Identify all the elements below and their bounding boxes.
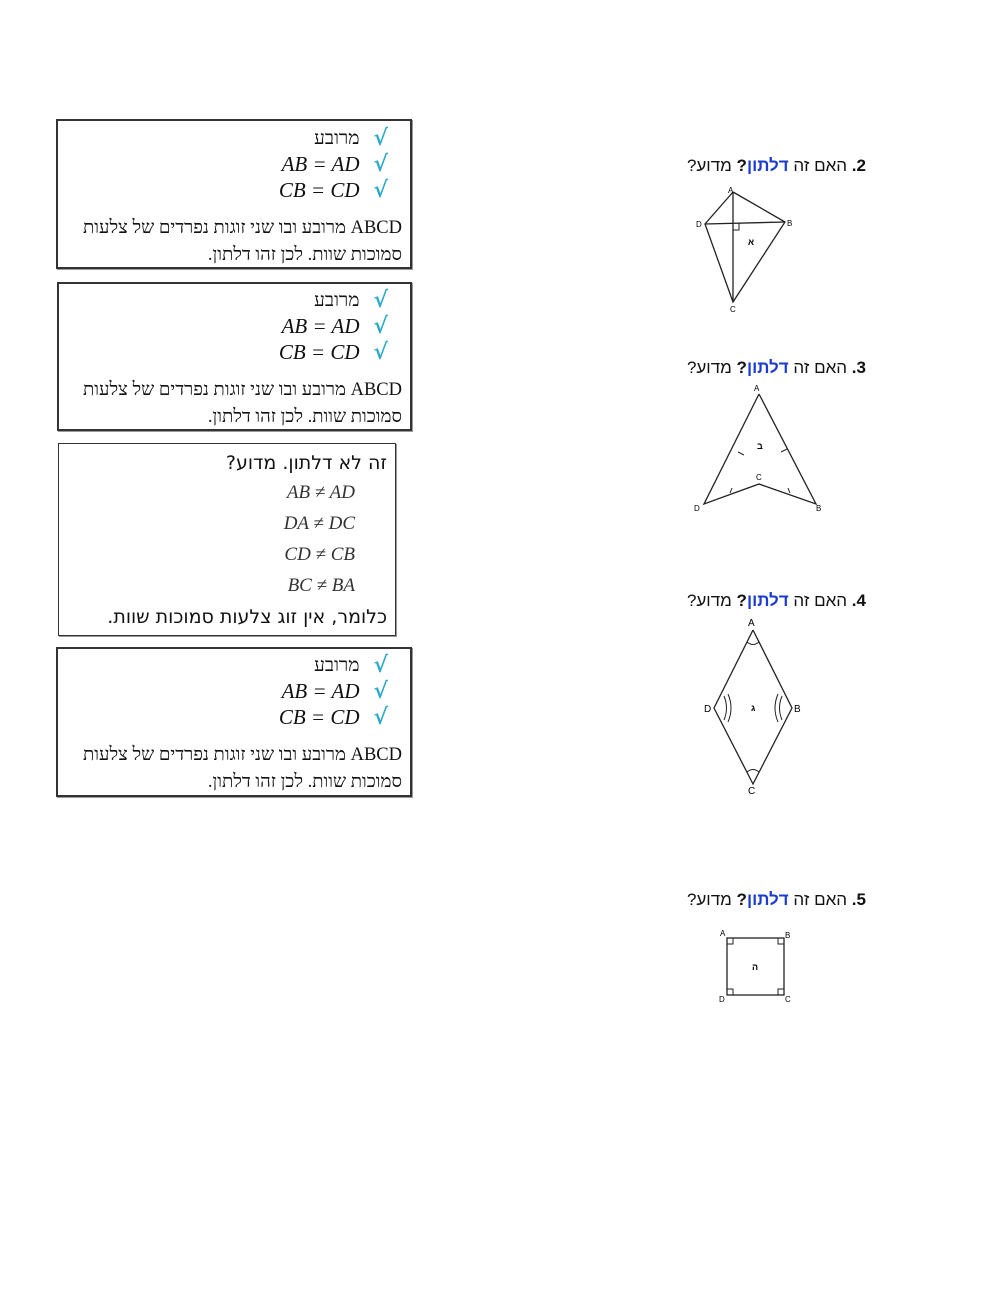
check-icon: √ [373, 177, 388, 203]
card3-heading: זה לא דלתון. מדוע? [225, 452, 387, 474]
fig5-label-b: B [785, 931, 791, 940]
card2-quad-text: מרובע [314, 288, 360, 311]
card1-eq-cb-cd: CB = CD [278, 177, 360, 202]
card4-line-cb-cd [279, 704, 388, 730]
fig2-label-d: D [696, 220, 702, 229]
check-icon: √ [373, 151, 388, 177]
question-pre: האם זה [793, 156, 848, 175]
question-post: מדוע? [686, 156, 732, 175]
question-keyword: דלתון [746, 591, 789, 610]
question-post: מדוע? [686, 358, 732, 377]
fig2-label-c: C [730, 305, 736, 314]
answer-card-2 [57, 282, 412, 431]
question-keyword: דלתון [746, 358, 789, 377]
fig3-label-d: D [694, 504, 700, 513]
check-icon: √ [373, 287, 388, 313]
card4-explanation: ABCD מרובע ובו שני זוגות נפרדים של צלעות סמוכות שוות. לכן זהו דלתון. [83, 745, 402, 792]
card3-ineq-4: BC ≠ BA [287, 575, 355, 596]
card3-ineq-3: CD ≠ CB [284, 544, 355, 565]
card4-line-quadrilateral [314, 652, 388, 678]
fig2-inner-label: א [748, 237, 755, 247]
check-icon: √ [373, 704, 388, 730]
question-mark: ? [736, 358, 747, 377]
question-number: 4. [851, 591, 866, 610]
question-post: מדוע? [686, 591, 732, 610]
card4-eq-ab-ad: AB = AD [281, 678, 360, 703]
figure-5-square [712, 926, 802, 1008]
answer-card-1 [56, 119, 412, 269]
question-keyword: דלתון [746, 890, 789, 909]
fig3-label-a: A [754, 384, 760, 393]
question-2 [687, 156, 866, 176]
question-mark: ? [736, 591, 747, 610]
figure-4-rhombus [700, 614, 820, 799]
fig5-inner-label: ה [752, 962, 759, 972]
check-icon: √ [373, 313, 388, 339]
question-pre: האם זה [793, 591, 848, 610]
fig2-label-b: B [787, 219, 793, 228]
card1-explanation: ABCD מרובע ובו שני זוגות נפרדים של צלעות סמוכות שוות. לכן זהו דלתון. [83, 218, 402, 265]
question-5 [687, 890, 866, 910]
question-4 [687, 591, 866, 611]
fig3-label-c: C [756, 473, 762, 482]
card4-line-ab-ad [282, 678, 388, 704]
question-pre: האם זה [793, 890, 848, 909]
card1-line-ab-ad [282, 151, 388, 177]
question-number: 5. [851, 890, 866, 909]
card2-explanation: ABCD מרובע ובו שני זוגות נפרדים של צלעות סמוכות שוות. לכן זהו דלתון. [83, 380, 402, 427]
figure-3-dart [688, 380, 828, 515]
fig4-label-d: D [704, 704, 712, 715]
question-number: 3. [851, 358, 866, 377]
question-3 [687, 358, 866, 378]
card3-ineq-2: DA ≠ DC [283, 513, 355, 534]
fig2-label-a: A [728, 186, 734, 195]
question-pre: האם זה [793, 358, 848, 377]
card1-eq-ab-ad: AB = AD [281, 151, 360, 176]
fig4-label-a: A [748, 618, 755, 629]
fig3-inner-label: ב [757, 441, 763, 451]
card1-line-quadrilateral [314, 125, 388, 151]
card3-ineq-1: AB ≠ AD [286, 482, 355, 503]
question-mark: ? [736, 156, 747, 175]
fig3-label-b: B [816, 504, 822, 513]
answer-card-3 [58, 443, 396, 636]
check-icon: √ [373, 678, 388, 704]
card2-eq-ab-ad: AB = AD [281, 313, 360, 338]
card2-line-quadrilateral [314, 287, 388, 313]
fig4-inner-label: ג [751, 703, 756, 713]
card2-eq-cb-cd: CB = CD [278, 339, 360, 364]
check-icon: √ [373, 652, 388, 678]
fig5-label-c: C [785, 995, 791, 1004]
card1-quad-text: מרובע [314, 126, 360, 149]
question-number: 2. [851, 156, 866, 175]
answer-card-4 [56, 647, 412, 797]
fig5-label-a: A [720, 929, 726, 938]
question-post: מדוע? [686, 890, 732, 909]
card1-line-cb-cd [279, 177, 388, 203]
card4-eq-cb-cd: CB = CD [278, 704, 360, 729]
fig4-label-c: C [748, 786, 756, 797]
card4-quad-text: מרובע [314, 653, 360, 676]
fig4-label-b: B [794, 704, 801, 715]
check-icon: √ [373, 339, 388, 365]
card3-conclusion: כלומר, אין זוג צלעות סמוכות שוות. [107, 606, 387, 628]
fig5-label-d: D [719, 995, 725, 1004]
check-icon: √ [373, 125, 388, 151]
question-mark: ? [736, 890, 747, 909]
card2-line-cb-cd [279, 339, 388, 365]
figure-2-kite [690, 182, 800, 317]
question-keyword: דלתון [746, 156, 789, 175]
card2-line-ab-ad [282, 313, 388, 339]
